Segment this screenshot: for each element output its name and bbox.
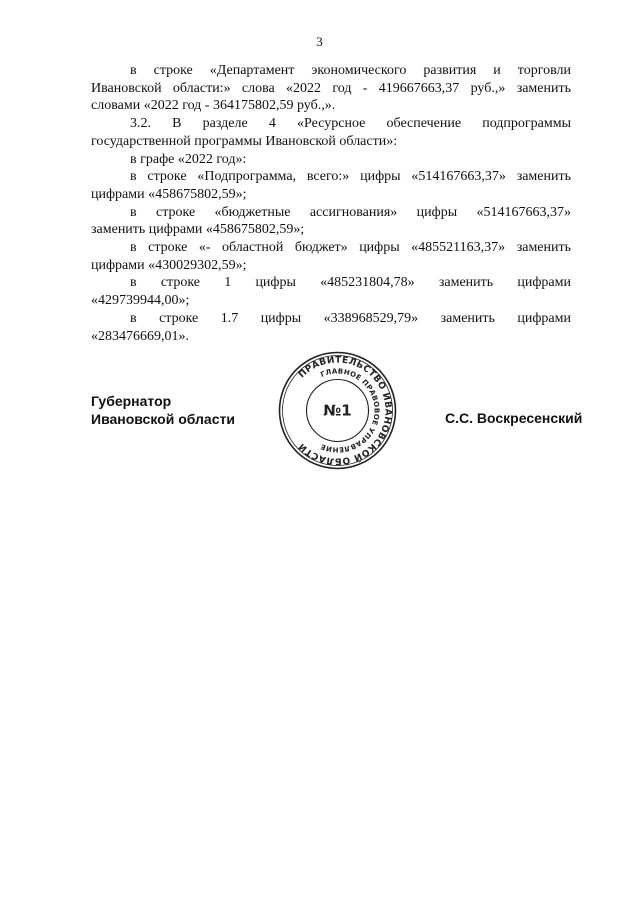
text-line: словами «2022 год - 364175802,59 руб.,». [91, 98, 336, 114]
seal-outer-textpath: ПРАВИТЕЛЬСТВО ИВАНОВСКОЙ ОБЛАСТИ [297, 355, 393, 466]
seal-inner-textpath: ГЛАВНОЕ ПРАВОВОЕ УПРАВЛЕНИЕ [319, 367, 381, 454]
text-line: в строке «Подпрограмма, всего:» цифры «514167663,37» заменить [130, 169, 571, 185]
seal-stamp [277, 350, 398, 471]
text-line: 3.2. В разделе 4 «Ресурсное обеспечение подпрограммы [130, 116, 571, 132]
text-line: в строке «бюджетные ассигнования» цифры «514167663,37» [130, 204, 571, 220]
text-line: цифрами «430029302,59»; [91, 257, 247, 273]
text-line: государственной программы Ивановской области»: [91, 133, 398, 149]
text-line: заменить цифрами «458675802,59»; [91, 222, 305, 238]
page-number: 3 [316, 34, 323, 49]
text-line: «283476669,01». [91, 328, 189, 344]
signatory-name: С.С. Воскресенский [445, 410, 583, 426]
signatory-title-line1: Губернатор [91, 393, 172, 409]
text-line: в графе «2022 год»: [130, 151, 247, 167]
signature-block [91, 392, 235, 428]
signatory-title-line2: Ивановской области [91, 411, 235, 427]
text-line: в строке 1.7 цифры «338968529,79» заменить цифрами [130, 310, 571, 326]
text-line: Ивановской области:» слова «2022 год - 419667663,37 руб.,» заменить [91, 80, 571, 96]
text-line: «429739944,00»; [91, 293, 190, 309]
text-line: в строке «Департамент экономического развития и торговли [130, 63, 571, 78]
text-line: в строке «- областной бюджет» цифры «485521163,37» заменить [130, 240, 571, 256]
text-line: в строке 1 цифры «485231804,78» заменить цифрами [130, 275, 571, 291]
body-text [91, 62, 571, 345]
seal-center-number: №1 [323, 401, 352, 420]
text-line: цифрами «458675802,59»; [91, 186, 247, 202]
